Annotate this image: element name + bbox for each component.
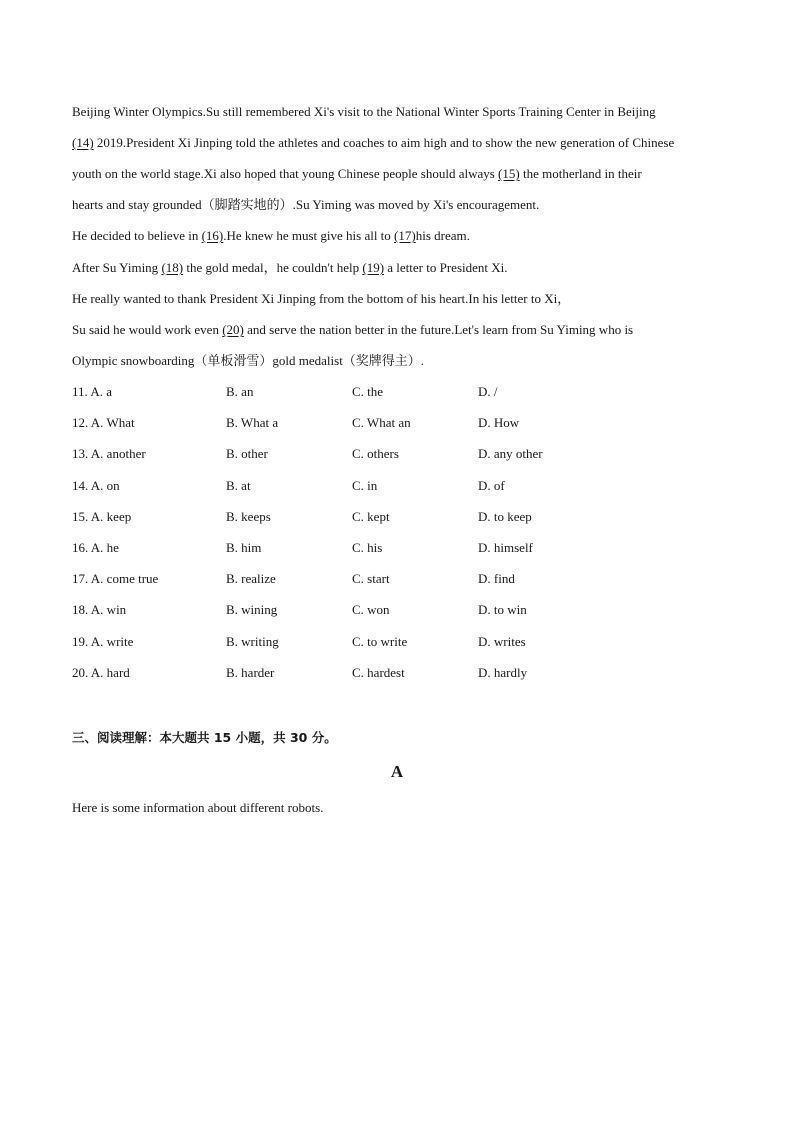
option-a: A. another [90, 446, 146, 461]
option-a: A. he [90, 540, 119, 555]
passage-text: He really wanted to thank President Xi Jinping from the bottom of his heart.In his letter to Xi， [72, 291, 571, 306]
question-number-option-a [72, 571, 158, 587]
question-number: 15. [72, 509, 89, 524]
question-number: 20. [72, 665, 89, 680]
option-a: A. write [90, 634, 134, 649]
question-number-option-a [72, 415, 135, 431]
question-row [72, 509, 732, 525]
option-c: C. his [352, 540, 383, 555]
option-b: B. other [226, 446, 268, 461]
question-number-option-a [72, 602, 126, 618]
question-number: 17. [72, 571, 89, 586]
passage-line [72, 291, 570, 307]
option-b: B. at [226, 478, 251, 493]
option-a: A. keep [90, 509, 132, 524]
passage-text: Su said he would work even [72, 322, 223, 337]
question-number: 13. [72, 446, 89, 461]
question-row [72, 446, 732, 462]
question-number-option-a [72, 478, 120, 494]
option-d: D. himself [478, 540, 533, 555]
passage-text: a letter to President Xi. [384, 260, 508, 275]
option-a: A. a [90, 384, 112, 399]
question-row [72, 634, 732, 650]
question-number: 19. [72, 634, 89, 649]
option-d: D. writes [478, 634, 526, 649]
passage-line [72, 197, 539, 213]
passage-text: the motherland in their [519, 166, 642, 181]
option-c: C. in [352, 478, 378, 493]
option-d: D. of [478, 478, 505, 493]
option-c: C. won [352, 602, 390, 617]
question-number: 16. [72, 540, 89, 555]
passage-line [72, 322, 633, 338]
question-number: 18. [72, 602, 89, 617]
option-d: D. hardly [478, 665, 528, 680]
passage-text: He decided to believe in [72, 228, 202, 243]
passage-line [72, 228, 470, 244]
section-heading: 三、阅读理解：本大题共 15 小题，共 30 分。 [72, 730, 337, 745]
passage-text: hearts and stay grounded（脚踏实地的）.Su Yiming was moved by Xi's encouragement. [72, 197, 540, 212]
blank-number: (15) [498, 166, 520, 181]
option-a: A. come true [90, 571, 159, 586]
blank-number: (17) [394, 228, 416, 243]
question-row [72, 478, 732, 494]
question-number: 12. [72, 415, 89, 430]
passage-text: Beijing Winter Olympics.Su still remembered Xi's visit to the National Winter Sports Training Center in Beijing [72, 104, 656, 119]
passage-text: his dream. [415, 228, 470, 243]
question-row [72, 415, 732, 431]
question-number-option-a [72, 509, 131, 525]
passage-text: 2019.President Xi Jinping told the athletes and coaches to aim high and to show the new generation of Chinese [93, 135, 675, 150]
question-row [72, 540, 732, 556]
option-b: B. him [226, 540, 262, 555]
option-a: A. on [90, 478, 120, 493]
passage-line [72, 260, 508, 276]
question-number-option-a [72, 665, 130, 681]
blank-number: (19) [362, 260, 385, 275]
passage-line [72, 104, 656, 120]
option-d: D. any other [478, 446, 543, 461]
question-number: 14. [72, 478, 89, 493]
question-number-option-a [72, 446, 146, 462]
passage-text: and serve the nation better in the future.Let's learn from Su Yiming who is [243, 322, 634, 337]
option-c: C. others [352, 446, 399, 461]
option-b: B. What a [226, 415, 279, 430]
question-number: 11. [72, 384, 88, 399]
option-c: C. the [352, 384, 384, 399]
passage-title: A [390, 762, 404, 781]
option-c: C. hardest [352, 665, 405, 680]
option-a: A. hard [90, 665, 130, 680]
passage-text: the gold medal，he couldn't help [183, 260, 363, 275]
passage-text: Olympic snowboarding（单板滑雪）gold medalist（奖牌得主）. [72, 353, 425, 368]
option-b: B. wining [226, 602, 278, 617]
option-c: C. to write [352, 634, 408, 649]
option-c: C. kept [352, 509, 390, 524]
option-d: D. How [478, 415, 520, 430]
option-c: C. What an [352, 415, 411, 430]
question-row [72, 665, 732, 681]
blank-number: (20) [222, 322, 244, 337]
option-c: C. start [352, 571, 390, 586]
passage-line [72, 353, 424, 369]
option-a: A. win [90, 602, 127, 617]
question-number-option-a [72, 384, 112, 400]
passage-line [72, 166, 642, 182]
option-b: B. writing [226, 634, 279, 649]
passage-intro: Here is some information about different robots. [72, 800, 324, 815]
option-d: D. / [478, 384, 498, 399]
blank-number: (14) [72, 135, 94, 150]
option-a: A. What [90, 415, 135, 430]
question-row [72, 384, 732, 400]
question-number-option-a [72, 540, 119, 556]
option-b: B. realize [226, 571, 276, 586]
passage-text: youth on the world stage.Xi also hoped that young Chinese people should always [72, 166, 499, 181]
passage-line [72, 135, 674, 151]
blank-number: (16) [201, 228, 224, 243]
passage-text: .He knew he must give his all to [223, 228, 395, 243]
option-b: B. harder [226, 665, 275, 680]
passage-text: After Su Yiming [72, 260, 162, 275]
option-d: D. find [478, 571, 515, 586]
blank-number: (18) [161, 260, 184, 275]
option-b: B. keeps [226, 509, 271, 524]
option-d: D. to keep [478, 509, 532, 524]
question-number-option-a [72, 634, 133, 650]
option-d: D. to win [478, 602, 527, 617]
question-row [72, 571, 732, 587]
question-row [72, 602, 732, 618]
option-b: B. an [226, 384, 254, 399]
